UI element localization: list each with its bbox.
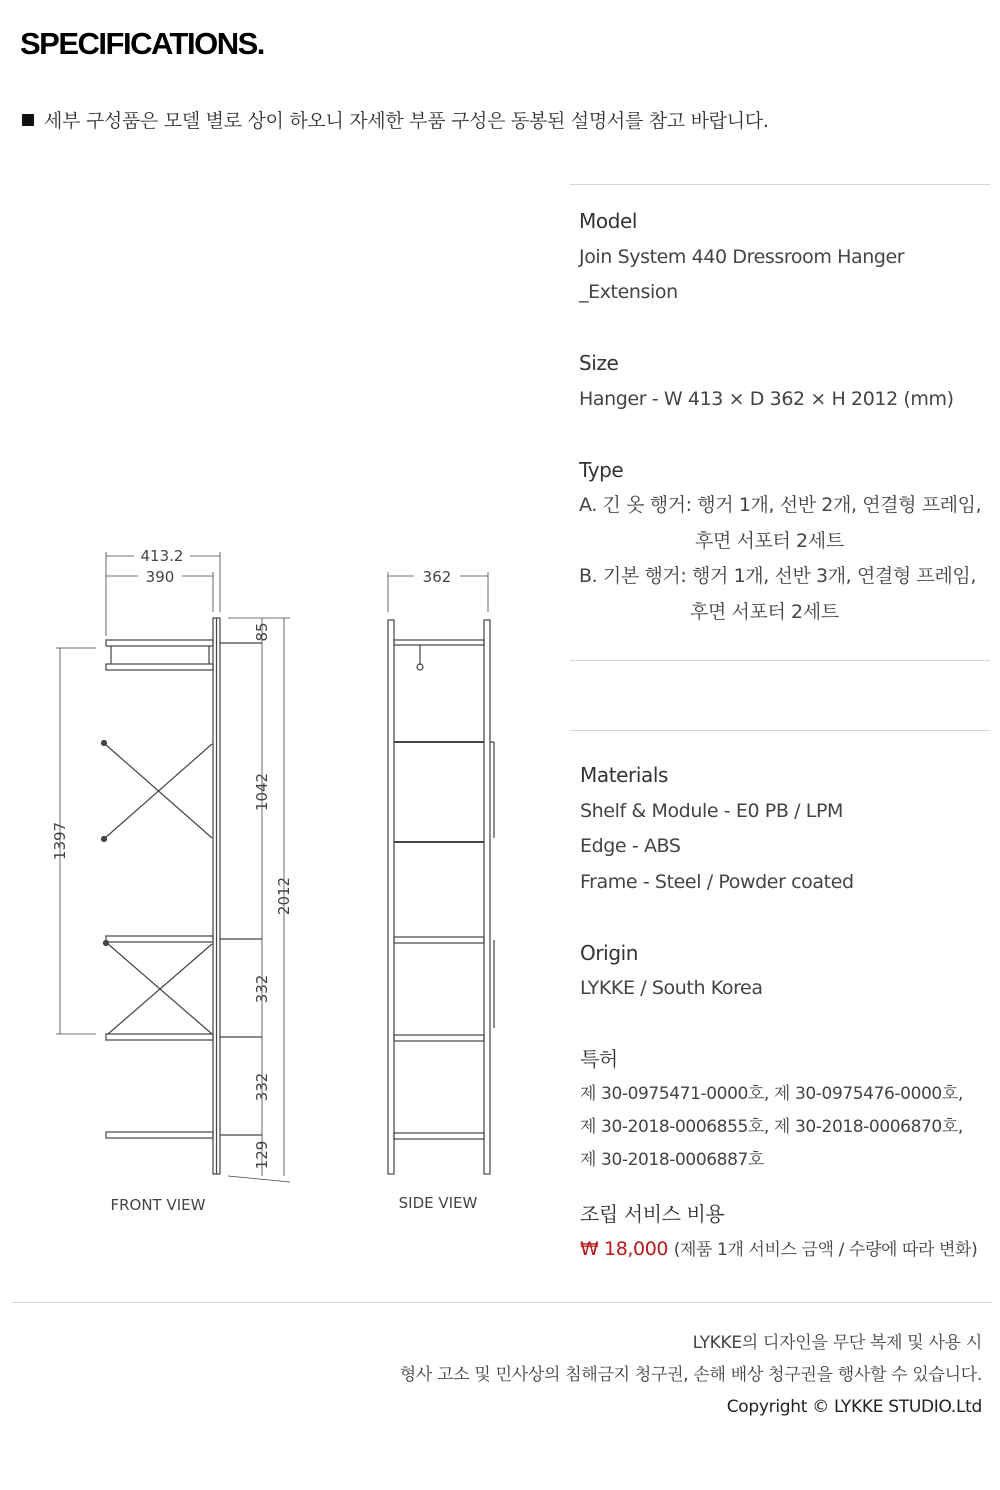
dim-cross-height: 1397 [51,821,69,861]
origin-line: LYKKE / South Korea [580,977,763,999]
dim-depth: 362 [422,568,452,586]
type-a-line2: 후면 서포터 2세트 [695,529,844,552]
dim-width-inner: 390 [145,568,175,586]
size-heading: Size [579,351,619,375]
dim-total: 2012 [275,876,293,916]
front-view-label: FRONT VIEW [110,1196,206,1214]
type-a-label: A. 긴 옷 행거: [579,494,692,516]
type-a-line1: 행거 1개, 선반 2개, 연결형 프레임, [697,494,982,516]
spec-upper [579,204,981,630]
model-line-1: Join System 440 Dressroom Hanger [579,245,905,268]
patent-line-2: 제 30-2018-0006855호, 제 30-2018-0006870호, [580,1116,963,1137]
footer-line-2: 형사 고소 및 민사상의 침해금지 청구권, 손해 배상 청구권을 행사할 수 있습니다. [399,1365,982,1385]
materials-line-1: Shelf & Module - E0 PB / LPM [580,799,844,822]
divider-mid2 [570,730,990,731]
type-b-label: B. 기본 행거: [579,565,687,587]
materials-heading: Materials [580,763,669,787]
type-heading: Type [579,457,624,482]
origin-heading: Origin [580,940,639,965]
size-line: Hanger - W 413 × D 362 × H 2012 (mm) [579,387,954,410]
patent-line-3: 제 30-2018-0006887호 [580,1149,764,1170]
model-heading: Model [579,209,638,233]
type-b-line1: 행거 1개, 선반 3개, 연결형 프레임, [692,565,976,587]
materials-line-2: Edge - ABS [580,835,681,857]
technical-drawing [0,530,520,1230]
assembly-heading: 조립 서비스 비용 [580,1201,725,1226]
patent-line-1: 제 30-0975471-0000호, 제 30-0975476-0000호, [580,1083,963,1104]
dim-bottom: 129 [253,1140,271,1170]
page-title: SPECIFICATIONS. [20,26,264,61]
patent-heading: 특허 [580,1047,618,1071]
dim-width-outer: 413.2 [140,547,184,565]
side-view-drawing [388,572,494,1174]
type-b-line2: 후면 서포터 2세트 [690,600,839,623]
square-bullet-icon [22,114,34,126]
footer [400,1327,982,1423]
dim-lower: 332 [253,1072,271,1102]
footer-line-1: LYKKE의 디자인을 무단 복제 및 사용 시 [692,1333,982,1353]
side-view-label: SIDE VIEW [398,1194,478,1212]
dim-mid: 332 [253,974,271,1004]
materials-line-3: Frame - Steel / Powder coated [580,870,854,893]
divider-footer [12,1302,992,1303]
model-line-2: _Extension [579,281,678,303]
notice [22,106,769,133]
dim-upper: 1042 [253,772,271,812]
divider-mid1 [570,660,990,661]
spec-lower [580,758,977,1268]
assembly-note: (제품 1개 서비스 금액 / 수량에 따라 변화) [673,1240,978,1260]
assembly-price: ₩ 18,000 [580,1238,669,1260]
dim-top: 85 [253,622,271,642]
footer-copyright: Copyright © LYKKE STUDIO.Ltd [726,1397,982,1417]
divider-top [570,184,990,185]
notice-text: 세부 구성품은 모델 별로 상이 하오니 자세한 부품 구성은 동봉된 설명서를 참고 바랍니다. [44,110,769,132]
